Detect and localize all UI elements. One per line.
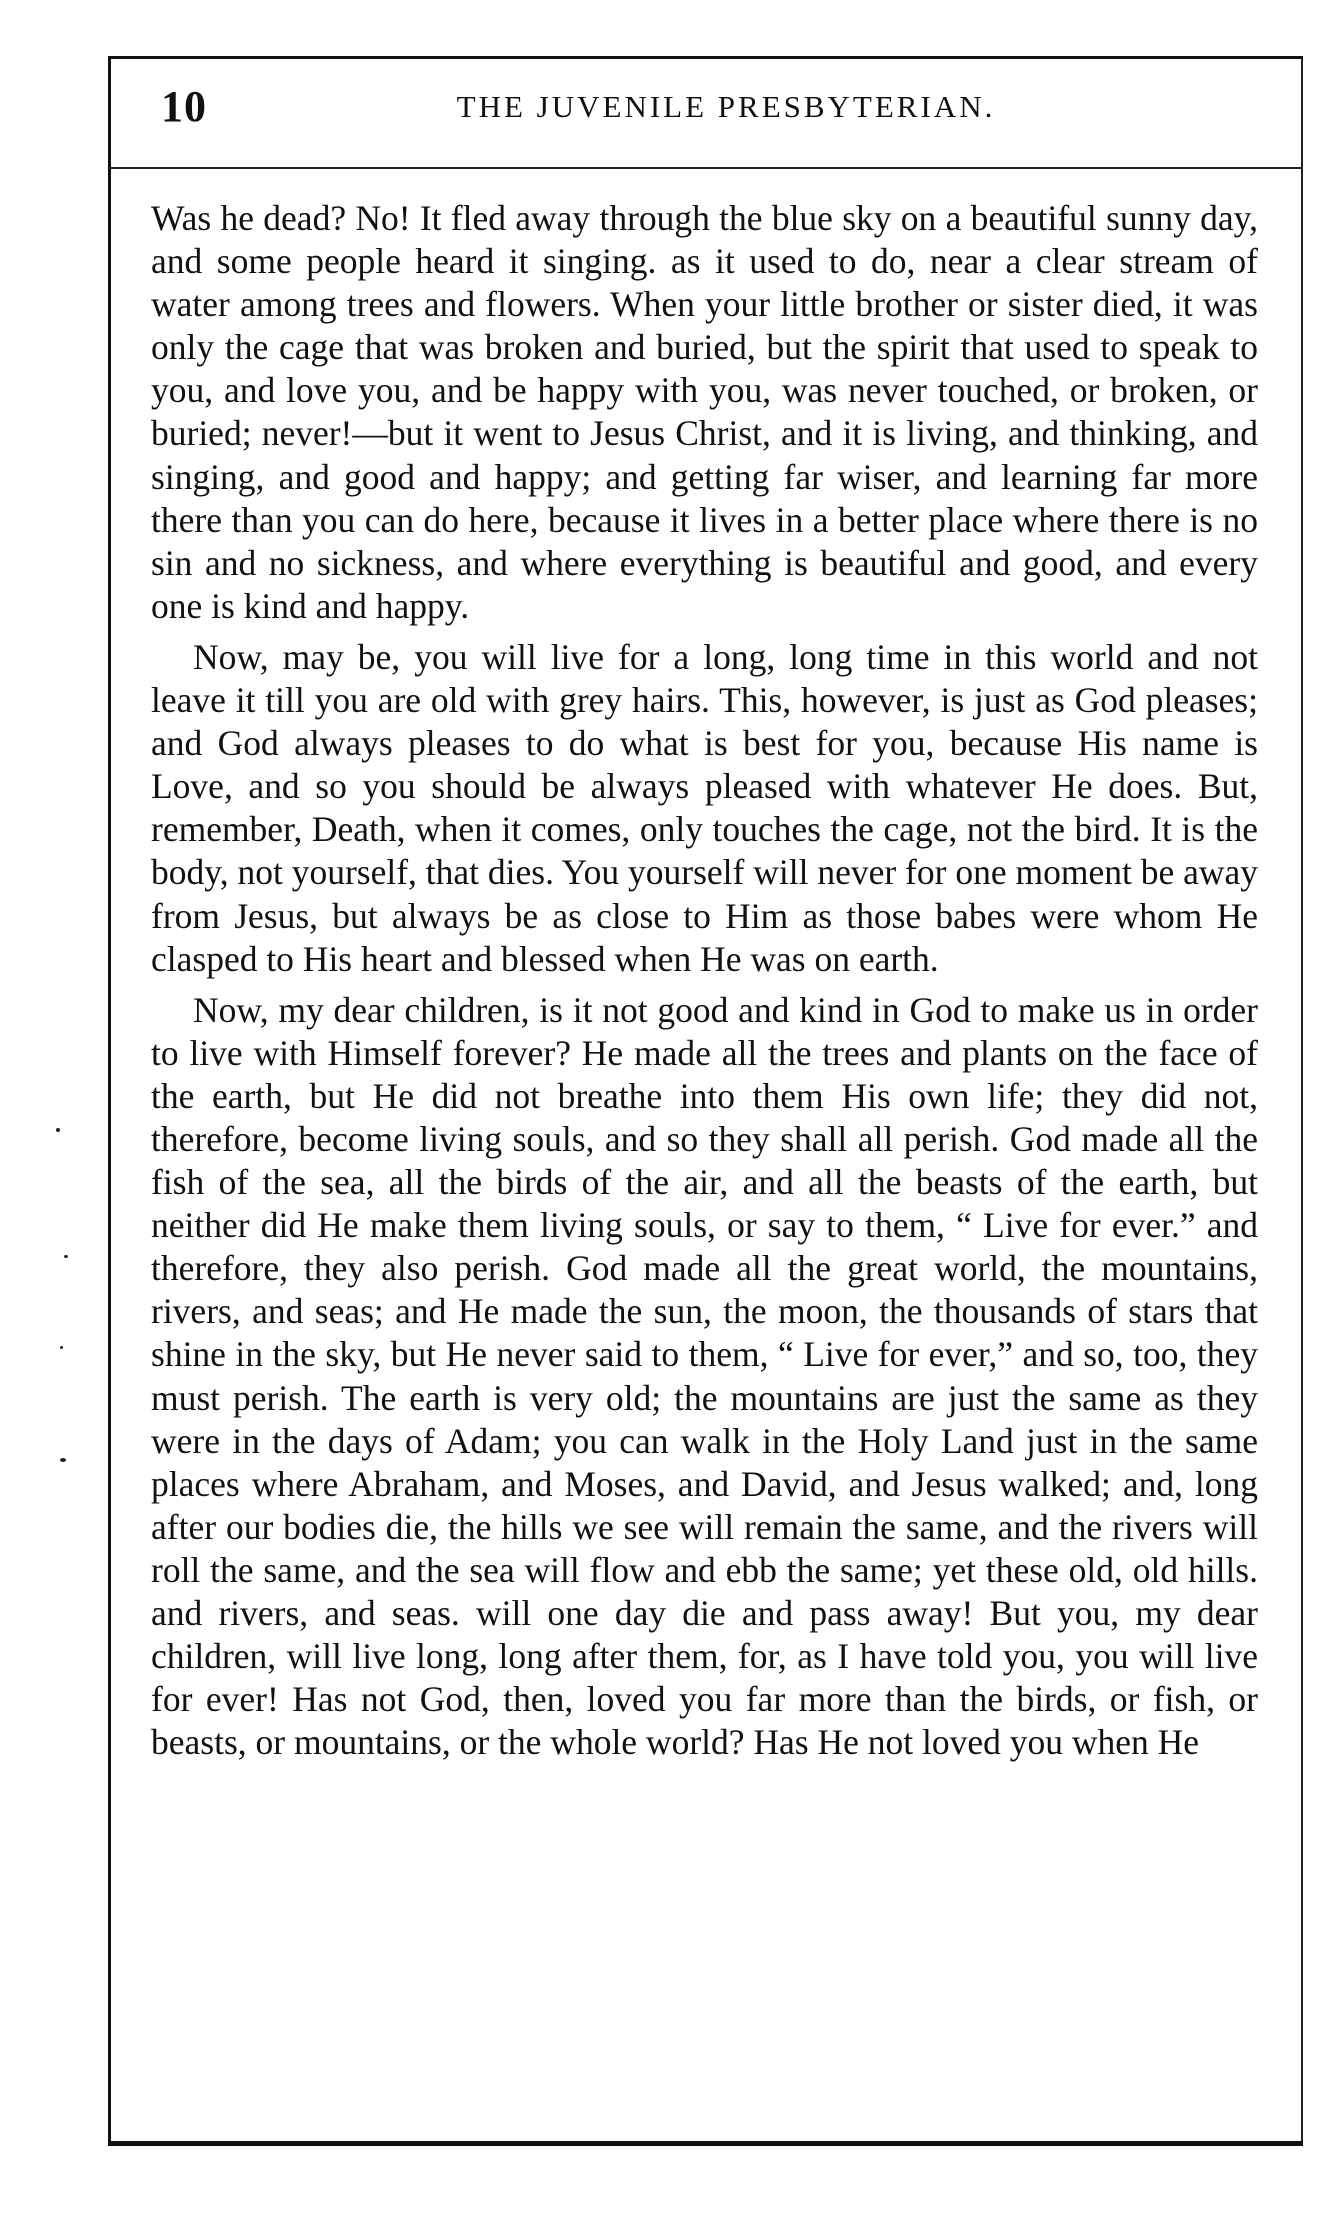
frame-bottom-rule	[108, 2141, 1303, 2146]
paragraph-2: Now, may be, you will live for a long, long time in this world and not leave it till you are old with grey hairs. This, however, is just as God pleases; and God always pleases to do what is best for you, because His name is Love, and so you should be always pleased with whatever He does. But, remember, Death, when it comes, only touches the cage, not the bird. It is the body, not yourself, that dies. You yourself will never for one moment be away from Jesus, but always be as close to Him as those babes were whom He clasped to His heart and blessed when He was on earth.	[151, 636, 1258, 979]
margin-speck	[56, 1128, 60, 1132]
page-number: 10	[161, 82, 207, 131]
article-body	[151, 197, 1258, 1772]
page-header	[111, 59, 1301, 169]
page-frame	[108, 56, 1303, 2141]
paragraph-1: Was he dead? No! It fled away through the blue sky on a beautiful sunny day, and some people heard it singing. as it used to do, near a clear stream of water among trees and flowers. When your little brother or sister died, it was only the cage that was broken and buried, but the spirit that used to speak to you, and love you, and be happy with you, was never touched, or broken, or buried; never!—but it went to Jesus Christ, and it is living, and thinking, and singing, and good and happy; and getting far wiser, and learning far more there than you can do here, because it lives in a better place where there is no sin and no sickness, and where everything is beautiful and good, and every one is kind and happy.	[151, 198, 1258, 626]
paragraph-3: Now, my dear children, is it not good and kind in God to make us in order to live with Himself forever? He made all the trees and plants on the face of the earth, but He did not breathe into them His own life; they did not, therefore, become living souls, and so they shall all perish. God made all the fish of the sea, all the birds of the air, and all the beasts of the earth, but neither did He make them living souls, or say to them, “ Live for ever.” and therefore, they also perish. God made all the great world, the mountains, rivers, and seas; and He made the sun, the moon, the thousands of stars that shine in the sky, but He never said to them, “ Live for ever,” and so, too, they must perish. The earth is very old; the mountains are just the same as they were in the days of Adam; you can walk in the Holy Land just in the same places where Abraham, and Moses, and David, and Jesus walked; and, long after our bodies die, the hills we see will remain the same, and the rivers will roll the same, and the sea will flow and ebb the same; yet these old, old hills. and rivers, and seas. will one day die and pass away! But you, my dear children, will live long, long after them, for, as I have told you, you will live for ever! Has not God, then, loved you far more than the birds, or fish, or beasts, or mountains, or the whole world? Has He not loved you when He	[151, 989, 1258, 1763]
margin-speck	[64, 1255, 68, 1258]
margin-speck	[60, 1346, 63, 1349]
running-title: THE JUVENILE PRESBYTERIAN.	[456, 89, 996, 124]
margin-speck	[60, 1458, 66, 1462]
